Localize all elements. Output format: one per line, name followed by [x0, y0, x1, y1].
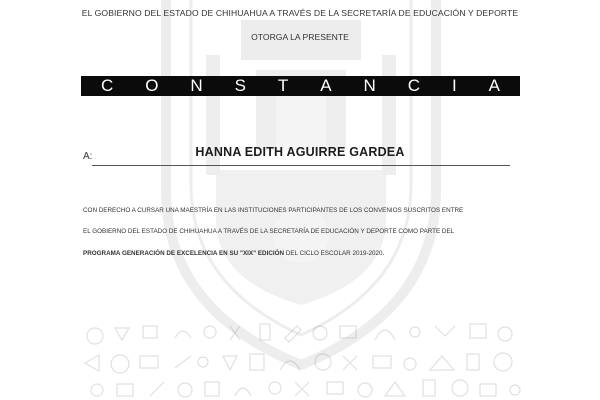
recipient-prefix: A:: [83, 151, 93, 162]
body-line-2: EL GOBIERNO DEL ESTADO DE CHIHUAHUA A TRAVÉS DE LA SECRETARÍA DE EDUCACIÓN Y DEPORTE COMO PARTE DEL: [83, 228, 455, 235]
title-letter: N: [190, 76, 203, 95]
title-letter: O: [145, 76, 159, 95]
title-letter: A: [320, 76, 332, 95]
state-seal-watermark: [146, 0, 456, 370]
title-letter: A: [488, 76, 500, 95]
program-name: PROGRAMA GENERACIÓN DE EXCELENCIA EN SU "XIX" EDICIÓN: [83, 250, 285, 257]
name-underline: [92, 165, 510, 166]
grants-line: OTORGA LA PRESENTE: [251, 32, 349, 42]
title-letter: S: [234, 76, 246, 95]
body-line-1: CON DERECHO A CURSAR UNA MAESTRÍA EN LAS INSTITUCIONES PARTICIPANTES DE LOS CONVENIOS SUSCRITOS ENTRE: [83, 207, 464, 214]
school-doodle-pattern: [75, 318, 525, 400]
title-letter: T: [277, 76, 289, 95]
title-banner: [81, 76, 520, 96]
title-letter: C: [101, 76, 114, 95]
title-letter: I: [451, 76, 457, 95]
school-cycle-text: DEL CICLO ESCOLAR 2019-2020.: [284, 250, 385, 257]
body-line-3: [83, 250, 384, 257]
title-letter: C: [407, 76, 420, 95]
issuer-line: EL GOBIERNO DEL ESTADO DE CHIHUAHUA A TRAVÉS DE LA SECRETARÍA DE EDUCACIÓN Y DEPORTE: [81, 8, 519, 18]
recipient-name: HANNA EDITH AGUIRRE GARDEA: [195, 145, 405, 159]
title-letter: N: [363, 76, 376, 95]
